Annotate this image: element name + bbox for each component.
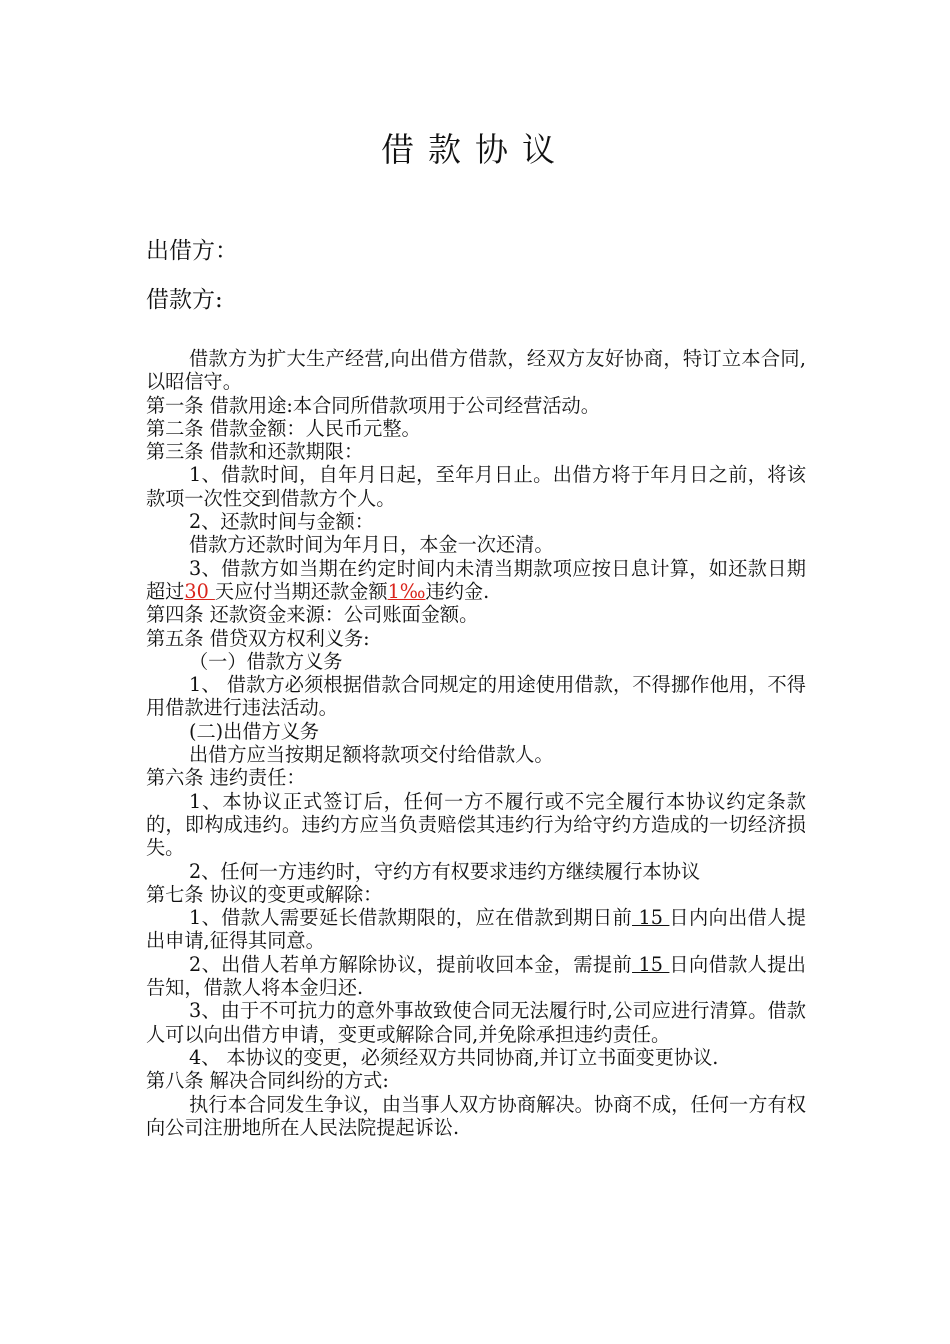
overdue-days-field: 30 (184, 579, 215, 603)
article-1: 第一条 借款用途:本合同所借款项用于公司经营活动。 (146, 393, 600, 417)
article-2: 第二条 借款金额：人民币元整。 (146, 416, 421, 440)
article-6-heading: 第六条 违约责任： (146, 766, 306, 790)
document-title: 借款协议 (381, 130, 569, 169)
article-5-heading: 第五条 借贷双方权利义务: (146, 626, 370, 650)
article-3-item-3-text-b: 天应付当期还款金额 (214, 579, 388, 603)
article-7-item-2-text-b: 日向借款人提出告知，借款人将本金归还. (146, 952, 806, 1000)
article-8-item-1: 执行本合同发生争议，由当事人双方协商解决。协商不成，任何一方有权向公司注册地所在人民法院提起诉讼. (146, 1092, 806, 1139)
article-8-heading: 第八条 解决合同纠纷的方式: (146, 1069, 389, 1093)
article-5-section-2: (二)出借方义务 (189, 719, 320, 743)
article-3-item-2: 2、还款时间与金额： (189, 510, 374, 534)
article-7-item-4: 4、 本协议的变更，必须经双方共同协商,并订立书面变更协议. (189, 1045, 719, 1069)
article-7-item-2 (146, 953, 806, 1000)
article-7-item-1-text-a: 1、借款人需要延长借款期限的，应在借款到期日前 (189, 906, 633, 930)
article-3-item-2-detail: 借款方还款时间为年月日，本金一次还清。 (189, 533, 554, 557)
lender-label: 出借方： (146, 238, 238, 264)
article-7-item-1-text-b: 日内向出借人提出申请,征得其同意。 (146, 906, 806, 953)
agreement-body (146, 347, 806, 1139)
article-4: 第四条 还款资金来源：公司账面金额。 (146, 603, 479, 627)
article-7-item-3: 3、由于不可抗力的意外事故致使合同无法履行时,公司应进行清算。借款人可以向出借方申请，变更或解除合同,并免除承担违约责任。 (146, 999, 806, 1046)
article-5-section-1: （一）借款方义务 (189, 649, 343, 673)
notice-days-field: 15 (632, 952, 670, 976)
article-6-item-2: 2、任何一方违约时，守约方有权要求违约方继续履行本协议 (189, 859, 701, 883)
penalty-rate-field: 1‰ (387, 579, 426, 603)
article-7-item-2-text-a: 2、出借人若单方解除协议，提前收回本金，需提前 (189, 952, 633, 976)
article-7-heading: 第七条 协议的变更或解除： (146, 882, 383, 906)
article-3-heading: 第三条 借款和还款期限： (146, 440, 364, 464)
article-3-item-3 (146, 557, 806, 604)
article-5-section-1-item: 1、 借款方必须根据借款合同规定的用途使用借款，不得挪作他用，不得用借款进行违法活动。 (146, 673, 806, 720)
article-7-item-1 (146, 906, 806, 953)
article-5-section-2-item: 出借方应当按期足额将款项交付给借款人。 (189, 743, 554, 767)
extension-days-field: 15 (632, 906, 670, 930)
intro-paragraph: 借款方为扩大生产经营,向出借方借款，经双方友好协商，特订立本合同,以昭信守。 (146, 347, 806, 394)
article-3-item-3-text-c: 违约金. (425, 579, 490, 603)
article-3-item-1: 1、借款时间，自年月日起，至年月日止。出借方将于年月日之前，将该款项一次性交到借款方个人。 (146, 463, 806, 510)
article-3-item-3-text-a: 3、借款方如当期在约定时间内未清当期款项应按日息计算，如还款日期超过 (146, 556, 806, 603)
borrower-label: 借款方: (146, 287, 223, 313)
article-6-item-1: 1、本协议正式签订后，任何一方不履行或不完全履行本协议约定条款的，即构成违约。违约方应当负责赔偿其违约行为给守约方造成的一切经济损失。 (146, 789, 806, 860)
